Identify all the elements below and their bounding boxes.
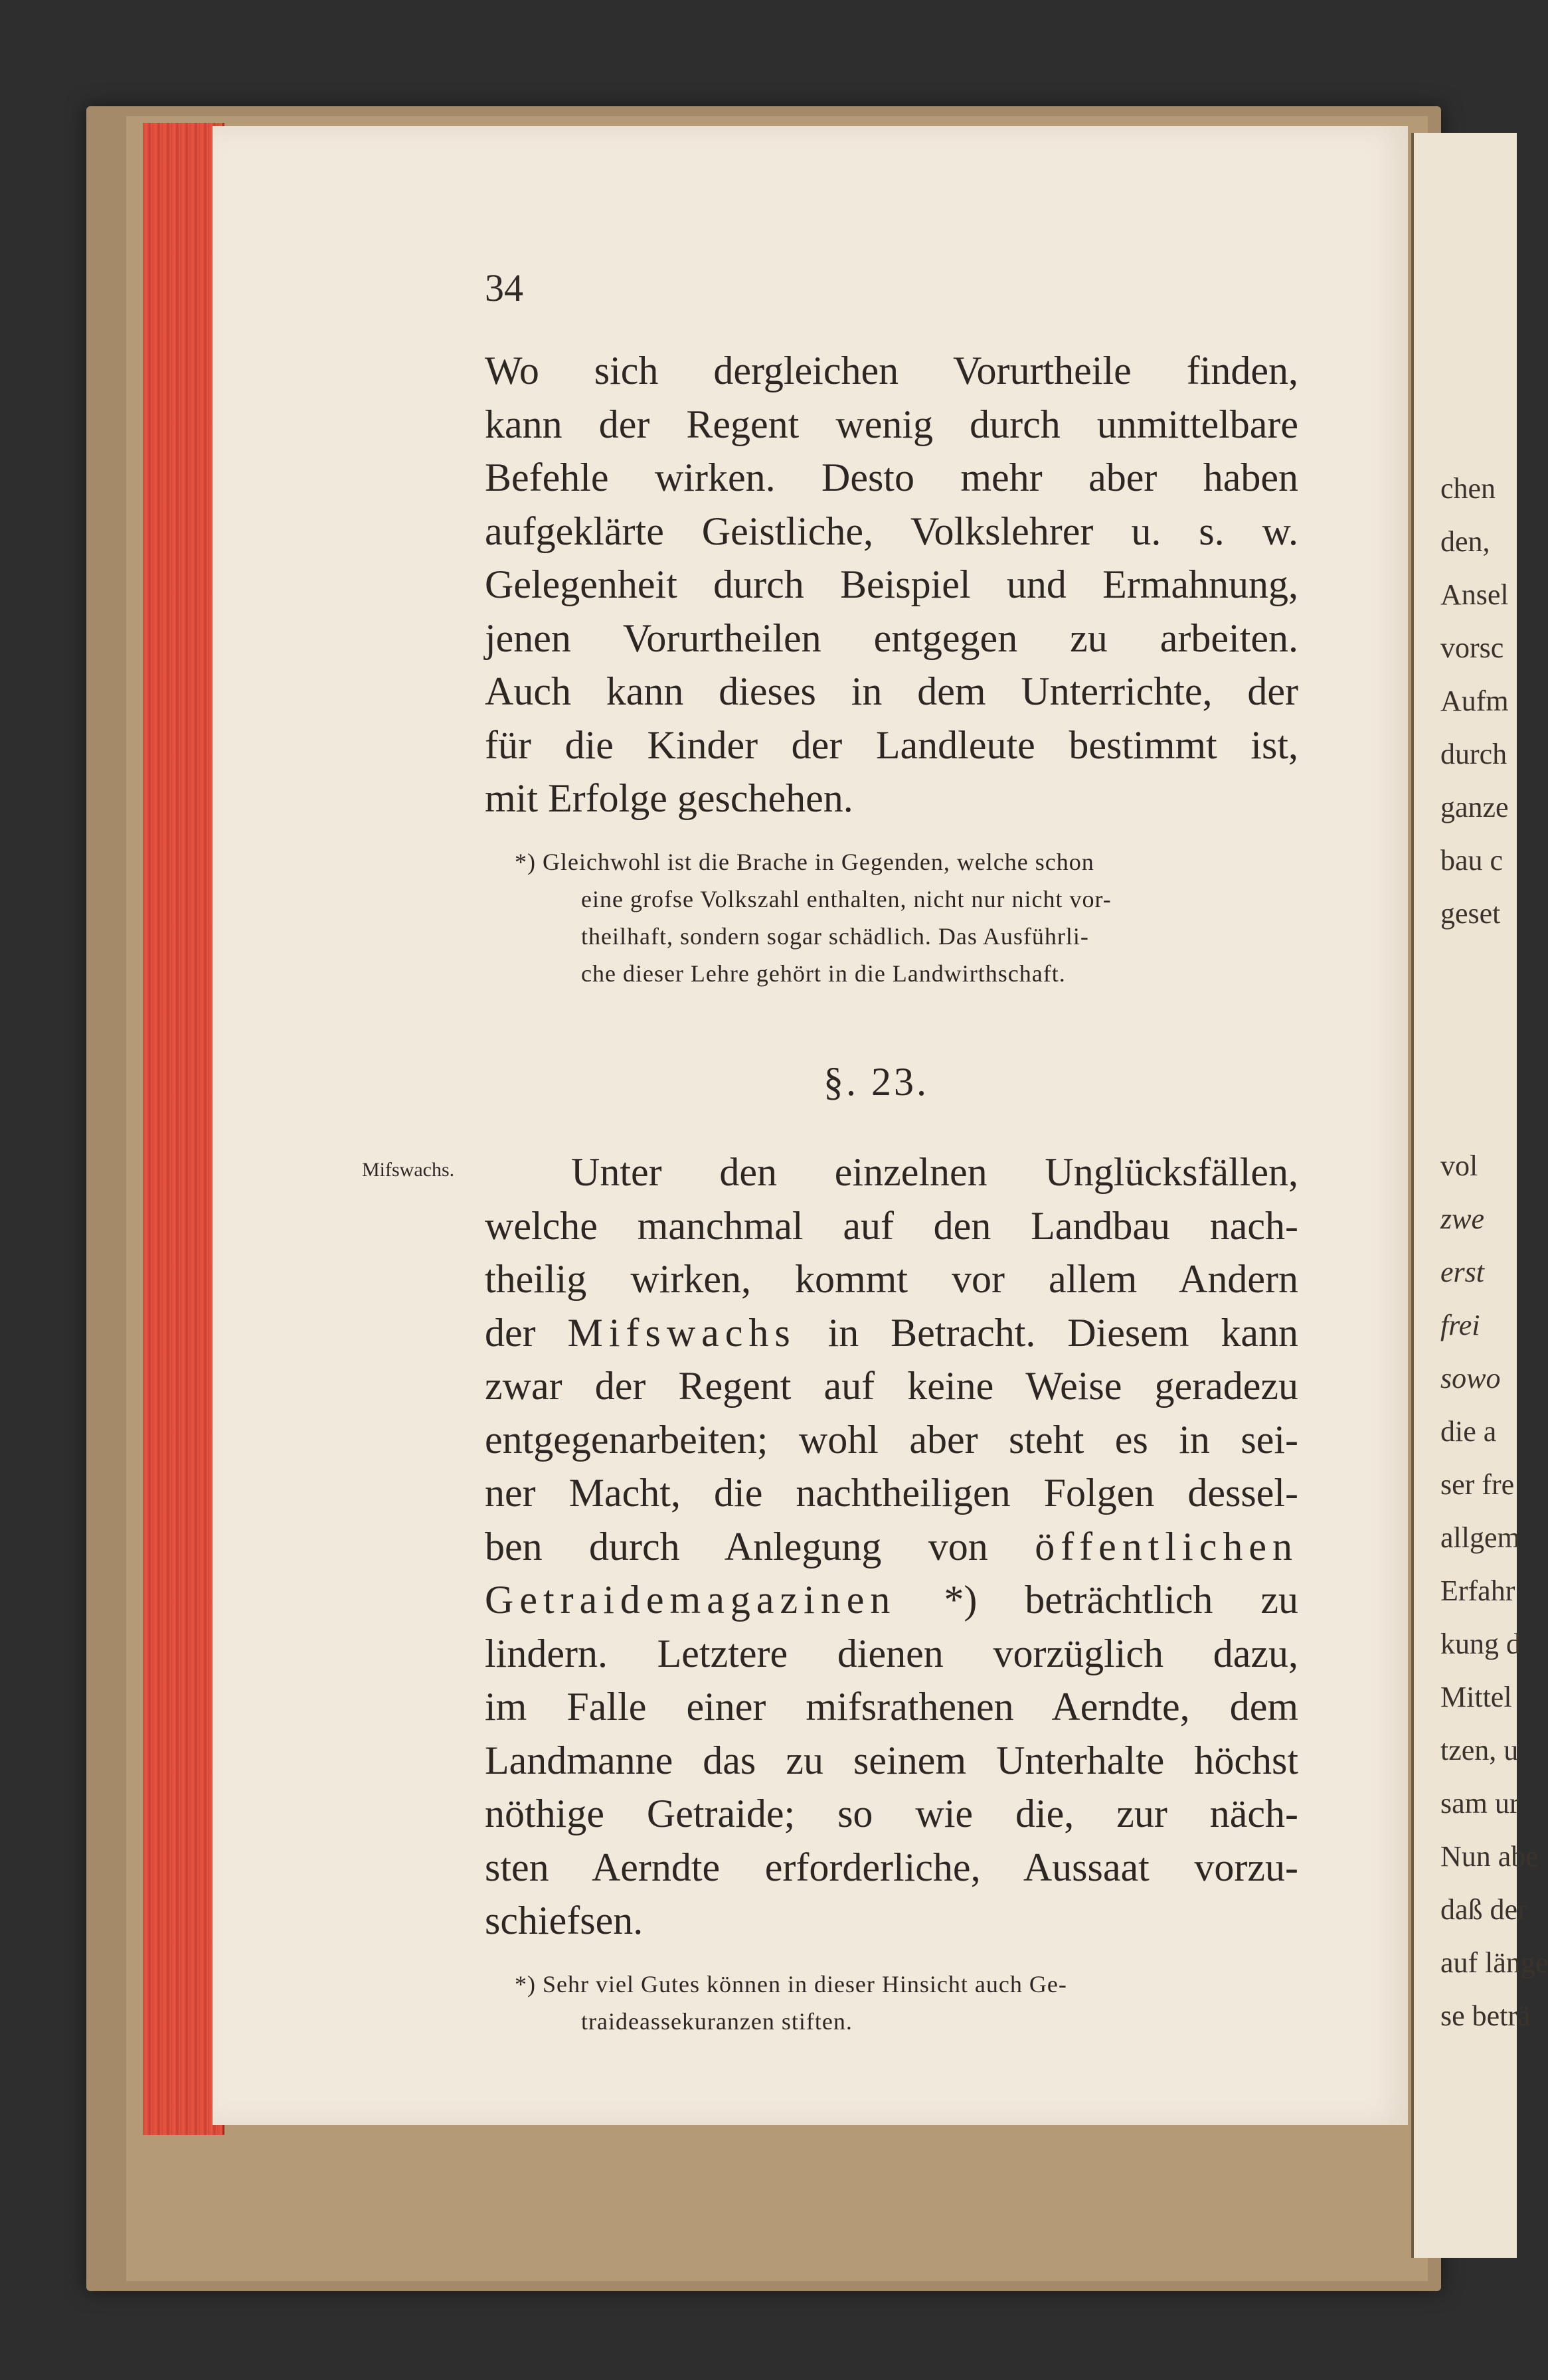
text-span: *) beträchtlich zu xyxy=(896,1578,1298,1622)
facing-fragment: vorsc xyxy=(1440,632,1504,664)
facing-fragment: Aufm xyxy=(1440,685,1509,717)
facing-fragment: durch xyxy=(1440,738,1507,770)
footnote-line: che dieser Lehre gehört in die Landwirthschaft. xyxy=(581,960,1066,987)
text-line: mit Erfolge geschehen. xyxy=(485,776,853,820)
text-line xyxy=(485,1520,1298,1574)
text-line: entgegenarbeiten; wohl aber steht es in sei- xyxy=(485,1417,1298,1462)
page-number: 34 xyxy=(485,266,523,309)
text-line: schiefsen. xyxy=(485,1899,644,1942)
footnote-mark: *) xyxy=(515,1971,536,1998)
facing-fragment: daß der xyxy=(1440,1893,1527,1926)
facing-fragment: Ansel xyxy=(1440,578,1509,611)
margin-note: Mifswachs. xyxy=(362,1159,455,1181)
text-line: Wo sich dergleichen Vorurtheile finden, xyxy=(485,349,1298,392)
text-line: jenen Vorurtheilen entgegen zu arbeiten. xyxy=(485,616,1298,660)
text-line: ner Macht, die nachtheiligen Folgen dessel- xyxy=(485,1471,1298,1515)
facing-fragment: frei xyxy=(1440,1309,1480,1341)
text-line xyxy=(485,1306,1298,1360)
text-line: kann der Regent wenig durch unmittelbare xyxy=(485,402,1298,446)
paragraph-2 xyxy=(485,1146,1298,1948)
footnote-line xyxy=(515,1966,1305,2003)
facing-fragment: chen xyxy=(1440,472,1496,505)
text-line: aufgeklärte Geistliche, Volkslehrer u. s. w. xyxy=(485,509,1298,553)
text-span: ben durch Anlegung von xyxy=(485,1524,1035,1569)
text-line: sten Aerndte erforderliche, Aussaat vorzu- xyxy=(485,1845,1298,1889)
facing-fragment: ganze xyxy=(1440,791,1509,823)
text-line: Unter den einzelnen Unglücksfällen, xyxy=(571,1150,1298,1194)
facing-fragment: tzen, u xyxy=(1440,1734,1519,1766)
facing-fragment: erst xyxy=(1440,1256,1484,1288)
spaced-term: Mifswachs xyxy=(567,1310,796,1355)
facing-fragment: sam ur xyxy=(1440,1787,1519,1820)
footnote-text: Sehr viel Gutes können in dieser Hinsicht auch Ge- xyxy=(543,1971,1067,1998)
text-line: Landmanne das zu seinem Unterhalte höchst xyxy=(485,1738,1298,1782)
facing-page xyxy=(1411,133,1548,2258)
text-line: welche manchmal auf den Landbau nach- xyxy=(485,1203,1298,1248)
text-line: Befehle wirken. Desto mehr aber haben xyxy=(485,456,1298,499)
spaced-term: Getraidemagazinen xyxy=(485,1578,897,1622)
footnote-mark: *) xyxy=(515,849,536,875)
facing-fragment: Nun abe xyxy=(1440,1840,1539,1873)
text-line: Gelegenheit durch Beispiel und Ermahnung, xyxy=(485,562,1298,606)
facing-fragment: Erfahr xyxy=(1440,1574,1515,1607)
footnote-text: Gleichwohl ist die Brache in Gegenden, welche schon xyxy=(543,849,1094,875)
text-line: für die Kinder der Landleute bestimmt ist, xyxy=(485,722,1298,767)
section-heading: §. 23. xyxy=(823,1060,929,1104)
facing-fragment: geset xyxy=(1440,897,1501,930)
text-line: nöthige Getraide; so wie die, zur näch- xyxy=(485,1792,1298,1835)
footnote-line: traideassekuranzen stiften. xyxy=(581,2008,853,2035)
text-line: Auch kann dieses in dem Unterrichte, der xyxy=(485,669,1298,713)
facing-fragment: zwe xyxy=(1440,1203,1484,1235)
facing-fragment: Mittel xyxy=(1440,1681,1512,1713)
facing-fragment: die a xyxy=(1440,1415,1497,1448)
spaced-term: öffentlichen xyxy=(1035,1524,1298,1569)
text-span: der xyxy=(485,1310,568,1355)
facing-fragment: allgem xyxy=(1440,1521,1520,1554)
text-span: in Betracht. Diesem kann xyxy=(796,1310,1298,1355)
footnote-2 xyxy=(515,1966,1305,2040)
facing-fragment: auf länge xyxy=(1440,1946,1548,1979)
facing-fragment: ser fre xyxy=(1440,1468,1515,1501)
footnote-line: theilhaft, sondern sogar schädlich. Das Ausführli- xyxy=(581,923,1089,950)
text-line: theilig wirken, kommt vor allem Andern xyxy=(485,1257,1298,1301)
facing-fragment: kung d xyxy=(1440,1628,1521,1660)
text-line xyxy=(485,1573,1298,1627)
facing-fragment: sowo xyxy=(1440,1362,1501,1395)
text-line: zwar der Regent auf keine Weise geradezu xyxy=(485,1364,1298,1408)
footnote-1 xyxy=(515,843,1305,992)
text-line: lindern. Letztere dienen vorzüglich dazu, xyxy=(485,1631,1298,1675)
paragraph-1 xyxy=(485,344,1298,825)
footnote-line xyxy=(515,843,1305,881)
facing-fragment: vol xyxy=(1440,1149,1478,1182)
text-line: im Falle einer mifsrathenen Aerndte, dem xyxy=(485,1685,1298,1729)
facing-fragment: den, xyxy=(1440,525,1490,558)
facing-fragment: se beträ xyxy=(1440,1999,1531,2032)
facing-fragment: bau c xyxy=(1440,844,1504,877)
footnote-line: eine grofse Volkszahl enthalten, nicht nur nicht vor- xyxy=(581,886,1112,912)
